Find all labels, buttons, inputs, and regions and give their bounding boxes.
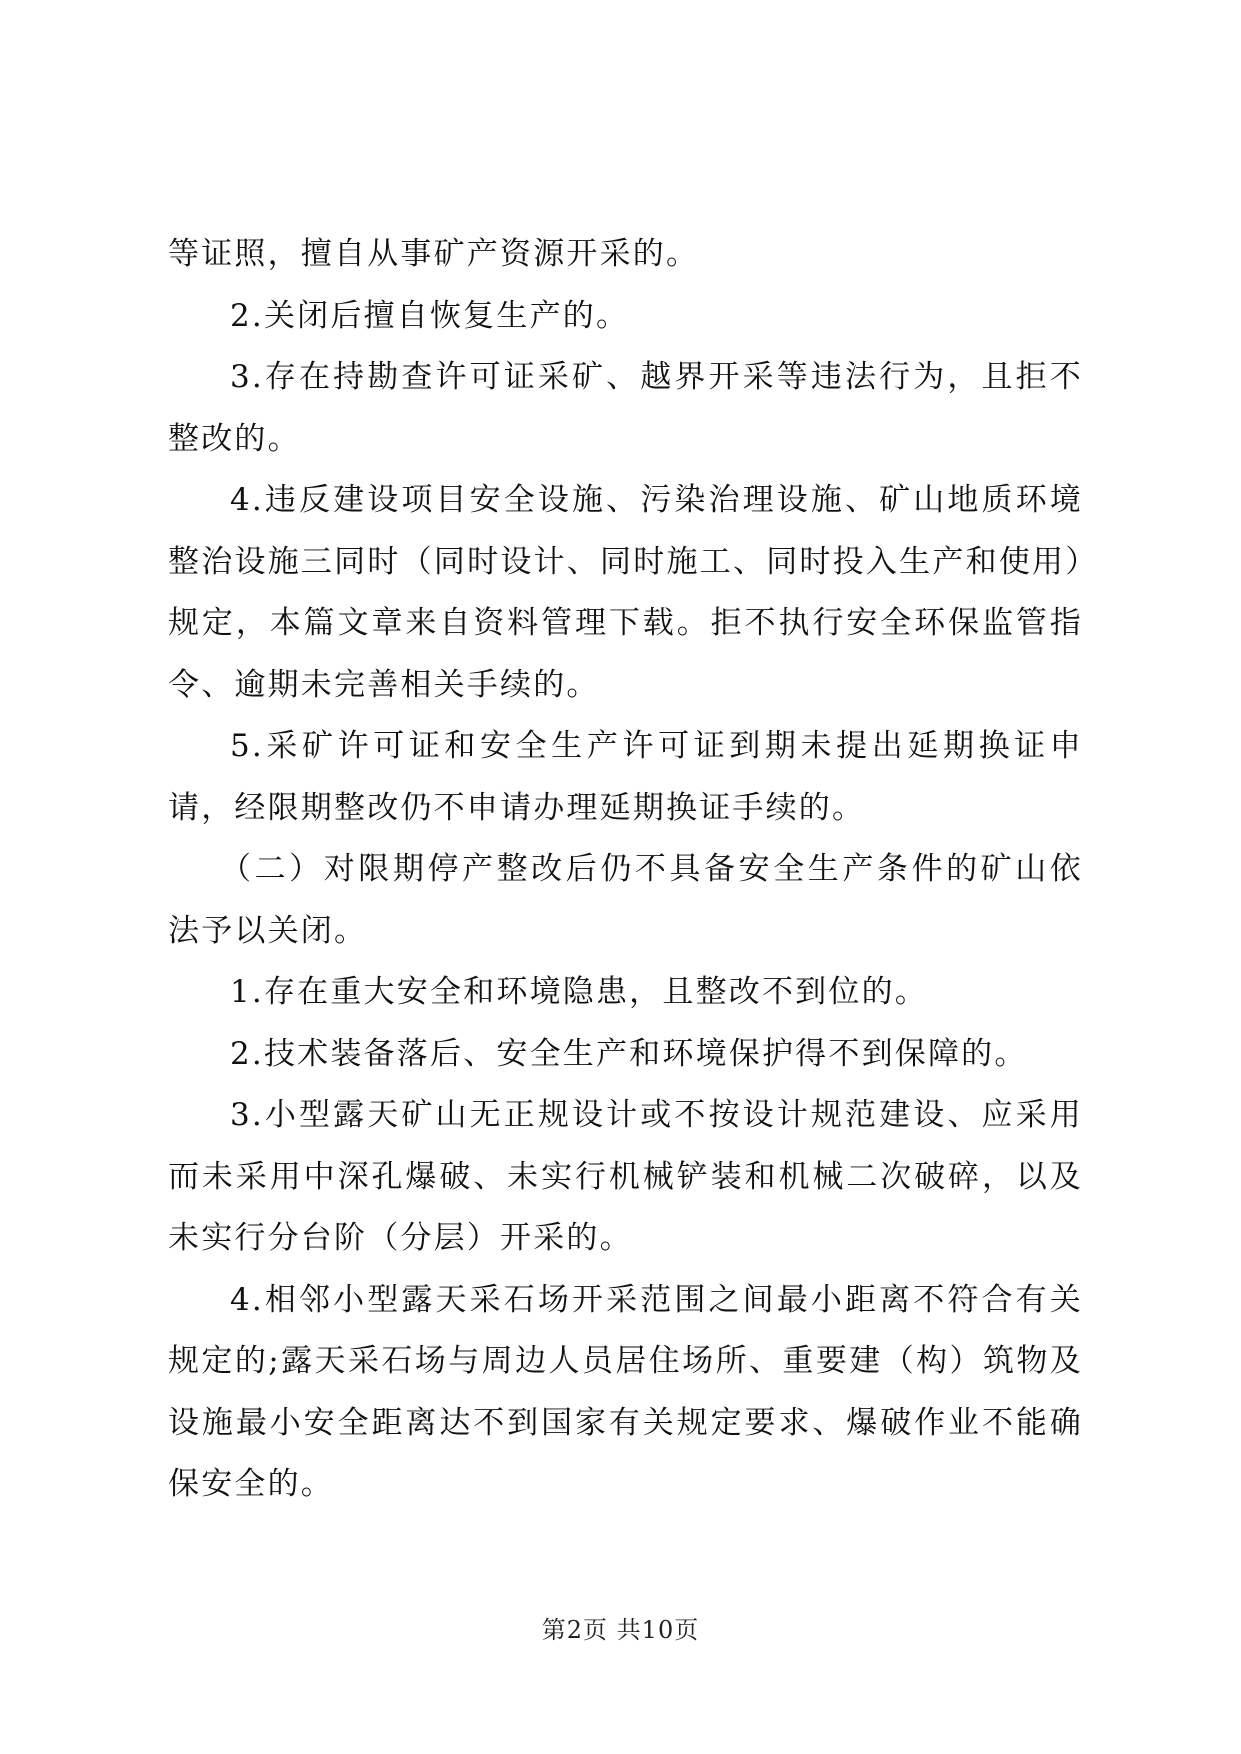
paragraph-continuation: 等证照，擅自从事矿产资源开采的。: [168, 236, 700, 272]
document-body: [168, 224, 1083, 1516]
paragraph-item-5-license-expiry: 5.采矿许可证和安全生产许可证到期未提出延期换证申请，经限期整改仍不申请办理延期换证手续的。: [168, 728, 1083, 826]
page-number-footer: 第2页 共10页: [541, 1616, 700, 1644]
paragraph-item-3-illegal-mining: 3.存在持勘查许可证采矿、越界开采等违法行为，且拒不整改的。: [168, 359, 1083, 457]
paragraph-item-1-hazards: 1.存在重大安全和环境隐患，且整改不到位的。: [230, 974, 928, 1010]
paragraph-item-2-reopen: 2.关闭后擅自恢复生产的。: [230, 297, 630, 334]
paragraph-item-2-equipment: 2.技术装备落后、安全生产和环境保护得不到保障的。: [230, 1035, 1028, 1072]
paragraph-item-4-three-simultaneous: 4.违反建设项目安全设施、污染治理设施、矿山地质环境整治设施三同时（同时设计、同时施工、同时投入生产和使用）规定，本篇文章来自资料管理下载。拒不执行安全环保监管指令、逾期未完善相关手续的。: [168, 482, 1083, 703]
paragraph-item-3-open-pit-design: 3.小型露天矿山无正规设计或不按设计规范建设、应采用而未采用中深孔爆破、未实行机械铲装和机械二次破碎，以及未实行分台阶（分层）开采的。: [168, 1097, 1083, 1256]
paragraph-item-4-safety-distance: 4.相邻小型露天采石场开采范围之间最小距离不符合有关规定的;露天采石场与周边人员居住场所、重要建（构）筑物及设施最小安全距离达不到国家有关规定要求、爆破作业不能确保安全的。: [168, 1281, 1083, 1502]
paragraph-section-2-heading: （二）对限期停产整改后仍不具备安全生产条件的矿山依法予以关闭。: [168, 851, 1083, 949]
